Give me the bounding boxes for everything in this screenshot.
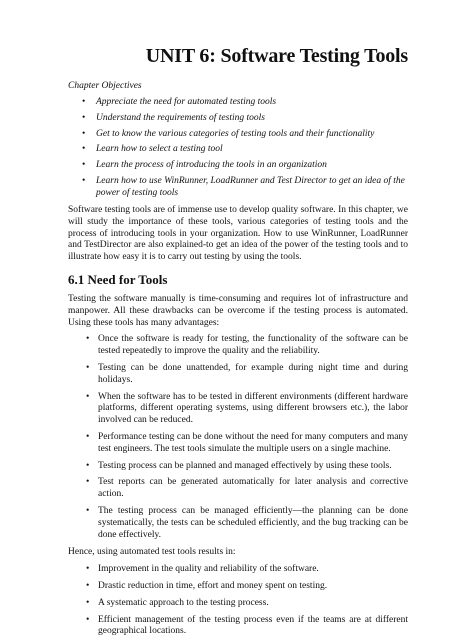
advantage-item: • The testing process can be managed efficiently—the planning can be done systematically, the tests can be scheduled efficiently, and the bug tracking can be done effectively.: [86, 506, 408, 540]
objective-item: • Learn how to select a testing tool: [82, 144, 223, 155]
bullet-icon: •: [86, 597, 90, 608]
bullet-icon: •: [86, 460, 90, 471]
section-title: 6.1 Need for Tools: [68, 272, 168, 288]
bullet-icon: •: [86, 391, 90, 402]
bullet-icon: •: [86, 432, 90, 443]
bullet-icon: •: [82, 175, 86, 186]
result-item: • Efficient management of the testing process even if the teams are at different geographical locations.: [86, 614, 408, 637]
result-item: • Drastic reduction in time, effort and money spent on testing.: [86, 581, 328, 592]
bullet-icon: •: [86, 564, 90, 575]
bullet-icon: •: [82, 128, 86, 139]
bullet-icon: •: [86, 477, 90, 488]
objective-item: • Learn the process of introducing the tools in an organization: [82, 160, 327, 171]
advantage-item: • Testing process can be planned and managed effectively by using these tools.: [86, 460, 392, 471]
objectives-heading: Chapter Objectives: [68, 81, 142, 91]
advantage-item: • Test reports can be generated automatically for later analysis and corrective action.: [86, 477, 408, 500]
bullet-icon: •: [86, 614, 90, 625]
objectives-list: [68, 97, 408, 199]
bullet-icon: •: [82, 97, 86, 107]
unit-title: UNIT 6: Software Testing Tools: [145, 45, 408, 67]
advantage-item: • Testing can be done unattended, for example during night time and during holidays.: [86, 363, 408, 385]
bullet-icon: •: [86, 363, 90, 374]
advantage-item: • When the software has to be tested in different environments (different hardware platforms, different operating systems, using different browsers etc.), the labor involved can be reduced.: [86, 391, 408, 426]
bullet-icon: •: [82, 112, 86, 123]
section-paragraph: Testing the software manually is time-consuming and requires lot of infrastructure and manpower. All these drawbacks can be overcome if the testing process is automated. Using these tools has many advantages:: [68, 294, 408, 328]
advantages-list: [68, 334, 408, 541]
bullet-icon: •: [82, 144, 86, 155]
result-item: • Improvement in the quality and reliability of the software.: [86, 564, 319, 575]
objective-item: • Learn how to use WinRunner, LoadRunner and Test Director to get an idea of the power of testing tools: [82, 175, 405, 198]
advantage-item: • Performance testing can be done without the need for many computers and many test engineers. The test tools simulate the multiple users on a single machine.: [86, 432, 408, 454]
bullet-icon: •: [86, 581, 90, 592]
intro-paragraph: Software testing tools are of immense use to develop quality software. In this chapter, we will study the importance of these tools, various categories of testing tools and the process of introducing tools in your organization. How to use WinRunner, LoadRunner and TestDirector are also explained-to get an idea of the power of the testing tools and to illustrate how easy it is to carry out testing by using the tools.: [68, 205, 408, 263]
result-item: • A systematic approach to the testing process.: [86, 597, 269, 608]
bullet-icon: •: [82, 160, 86, 171]
results-intro: Hence, using automated test tools results in:: [68, 547, 236, 558]
results-list: [68, 564, 408, 638]
advantage-item: • Once the software is ready for testing, the functionality of the software can be tested repeatedly to improve the quality and the reliability.: [86, 334, 408, 357]
bullet-icon: •: [86, 334, 90, 345]
objective-item: • Understand the requirements of testing tools: [82, 112, 265, 123]
objective-item: • Appreciate the need for automated testing tools: [82, 97, 277, 107]
objective-item: • Get to know the various categories of testing tools and their functionality: [82, 128, 375, 139]
bullet-icon: •: [86, 506, 90, 517]
